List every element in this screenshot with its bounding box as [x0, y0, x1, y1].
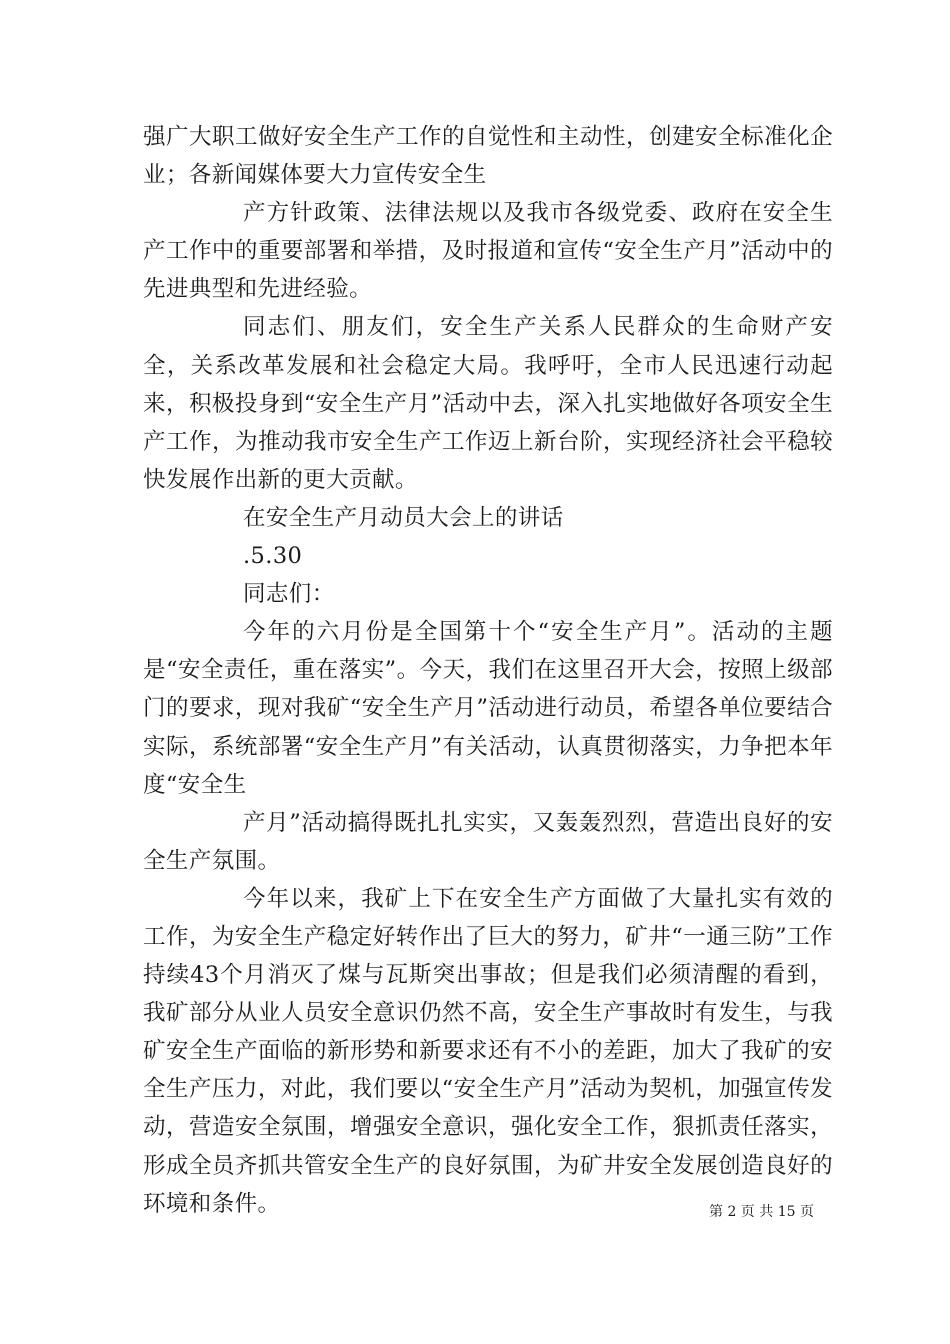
paragraph-7: 今年的六月份是全国第十个“安全生产月”。活动的主题是“安全责任，重在落实”。今天，我们在这里召开大会，按照上级部门的要求，现对我矿“安全生产月”活动进行动员，希望各单位要结合实际，系统部署“安全生产月”有关活动，认真贯彻落实，力争把本年度“安全生 [143, 619, 833, 798]
speech-date: .5.30 [243, 543, 303, 570]
paragraph-2: 产方针政策、法律法规以及我市各级党委、政府在安全生产工作中的重要部署和举措，及时报道和宣传“安全生产月”活动中的先进典型和先进经验。 [143, 200, 833, 303]
paragraph-1: 强广大职工做好安全生产工作的自觉性和主动性，创建安全标准化企业；各新闻媒体要大力宣传安全生 [143, 124, 833, 189]
paragraph-9: 今年以来，我矿上下在安全生产方面做了大量扎实有效的工作，为安全生产稳定好转作出了巨大的努力，矿井“一通三防”工作持续43个月消灭了煤与瓦斯突出事故；但是我们必须清醒的看到，我矿部分从业人员安全意识仍然不高，安全生产事故时有发生，与我矿安全生产面临的新形势和新要求还有不小的差距，加大了我矿的安全生产压力，对此，我们要以“安全生产月”活动为契机，加强宣传发动，营造安全氛围，增强安全意识，强化安全工作，狠抓责任落实，形成全员齐抓共管安全生产的良好氛围，为矿井安全发展创造良好的环境和条件。 [143, 885, 833, 1217]
salutation: 同志们： [243, 581, 335, 608]
paragraph-8: 产月”活动搞得既扎扎实实，又轰轰烈烈，营造出良好的安全生产氛围。 [143, 809, 833, 874]
paragraph-3: 同志们、朋友们，安全生产关系人民群众的生命财产安全，关系改革发展和社会稳定大局。我呼吁，全市人民迅速行动起来，积极投身到“安全生产月”活动中去，深入扎实地做好各项安全生产工作，为推动我市安全生产工作迈上新台阶，实现经济社会平稳较快发展作出新的更大贡献。 [143, 314, 833, 493]
page-number: 第 2 页 共 15 页 [709, 1204, 814, 1220]
document-body [143, 118, 833, 1223]
speech-title: 在安全生产月动员大会上的讲话 [243, 504, 564, 531]
